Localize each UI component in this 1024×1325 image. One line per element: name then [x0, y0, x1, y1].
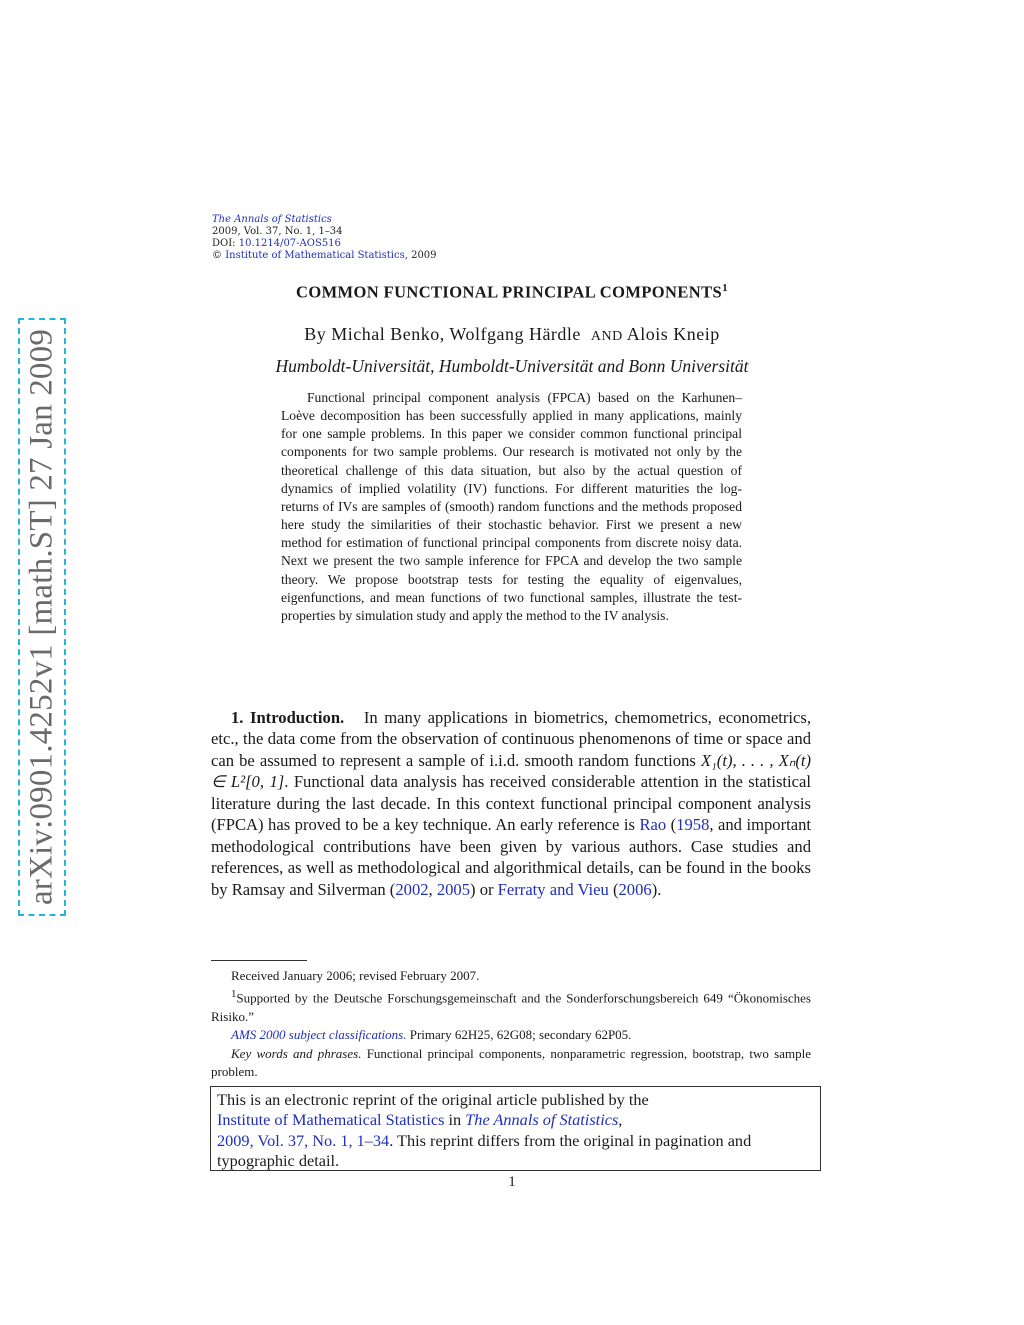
author-by: By: [304, 324, 327, 344]
section-heading-introduction: 1. Introduction.: [231, 708, 345, 727]
author-hardle: Wolfgang Härdle: [449, 324, 581, 344]
footnote-keywords: Key words and phrases. Functional principal components, nonparametric regression, bootstrap, two sample problem.: [211, 1045, 811, 1079]
author-kneip: Alois Kneip: [626, 324, 720, 344]
ref-rao-link[interactable]: Rao: [639, 815, 667, 835]
author-benko: Michal Benko: [331, 324, 440, 344]
journal-header: [212, 214, 437, 262]
author-and: AND: [590, 329, 623, 344]
journal-name-link[interactable]: The Annals of Statistics: [212, 214, 332, 225]
ams-classification-link[interactable]: AMS 2000 subject classifications.: [231, 1027, 407, 1043]
footnote-support: $^1$Supported by the Deutsche Forschungsgemeinschaft and the Sonderforschungsbereich 649 “Ökonomisches Risiko.”: [211, 988, 811, 1024]
page-number: 1: [508, 1174, 516, 1190]
arxiv-identifier: arXiv:0901.4252v1 [math.ST] 27 Jan 2009: [23, 328, 60, 906]
doi-link[interactable]: 10.1214/07-AOS516: [238, 238, 341, 249]
reprint-publisher-link[interactable]: Institute of Mathematical Statistics: [217, 1110, 445, 1130]
reprint-journal-link[interactable]: The Annals of Statistics: [465, 1110, 619, 1130]
arxiv-side-stamp: [18, 318, 66, 916]
publisher-link[interactable]: Institute of Mathematical Statistics: [225, 250, 405, 261]
ref-ramsay-2005-link[interactable]: 2005: [436, 879, 471, 899]
abstract: Functional principal component analysis (FPCA) based on the Karhunen–Loève decomposition has been successfully applied in many applications, mainly for one sample problems. In this paper we consider common functional principal components for two sample problems. Our research is motivated not only by the theoretical challenge of this data situation, but also by the actual question of dynamics of implied volatility (IV) functions. For different maturities the log-returns of IVs are samples of (smooth) random functions and the methods proposed here study the similarities of their stochastic behavior. First we present a new method for estimation of functional principal components from discrete noisy data. Next we present the two sample inference for FPCA and develop the two sample theory. We propose bootstrap tests for testing the equality of eigenvalues, eigenfunctions, and mean functions of two functional samples, illustrate the test-properties by simulation study and apply the method to the IV analysis.: [281, 390, 742, 623]
math-expression: X₁(t), . . . , Xₙ(t) ∈ L²[0, 1]: [211, 750, 811, 792]
ref-ramsay-2002-link[interactable]: 2002: [395, 879, 429, 899]
reprint-notice-box: This is an electronic reprint of the original article published by the Institute of Mathematical Statistics in The Annals of Statistics, 2009, Vol. 37, No. 1, 1–34. This reprint differs from the original in pagination and typographic detail.: [210, 1086, 821, 1171]
ref-ferraty-vieu-link[interactable]: Ferraty and Vieu: [497, 879, 609, 899]
paper-title: COMMON FUNCTIONAL PRINCIPAL COMPONENTS$^1$: [296, 282, 728, 302]
ref-rao-year-link[interactable]: 1958: [676, 815, 710, 835]
footnote-received: Received January 2006; revised February 2007.: [231, 968, 480, 983]
footnotes: [211, 967, 811, 1081]
author-list: By Michal Benko, Wolfgang Härdle AND Alois Kneip: [304, 324, 720, 344]
journal-doi: DOI: 10.1214/07-AOS516: [212, 238, 341, 249]
journal-copyright: © Institute of Mathematical Statistics, 2009: [212, 250, 437, 261]
reprint-citation-link[interactable]: 2009, Vol. 37, No. 1, 1–34: [217, 1130, 390, 1150]
journal-volume: 2009, Vol. 37, No. 1, 1–34: [212, 226, 343, 237]
title-footnote-mark: 1: [722, 282, 728, 294]
ref-ferraty-vieu-year-link[interactable]: 2006: [618, 879, 652, 899]
affiliations: Humboldt-Universität, Humboldt-Universität and Bonn Universität: [275, 356, 749, 376]
introduction-paragraph: 1. Introduction. In many applications in biometrics, chemometrics, econometrics, etc., the data come from the observation of continuous phenomenons of time or space and can be assumed to represent a sample of i.i.d. smooth random functions X₁(t), . . . , Xₙ(t) ∈ L²[0, 1]. Functional data analysis has received considerable attention in the statistical literature during the last decade. In this context functional principal component analysis (FPCA) has proved to be a key technique. An early reference is Rao (1958, and important methodological contributions have been given by various authors. Case studies and references, as well as methodological and algorithmical details, can be found in the books by Ramsay and Silverman (2002, 2005) or Ferraty and Vieu (2006).: [211, 708, 811, 899]
footnote-ams: AMS 2000 subject classifications. Primary 62H25, 62G08; secondary 62P05.: [231, 1027, 632, 1043]
footnote-divider: [211, 960, 307, 961]
